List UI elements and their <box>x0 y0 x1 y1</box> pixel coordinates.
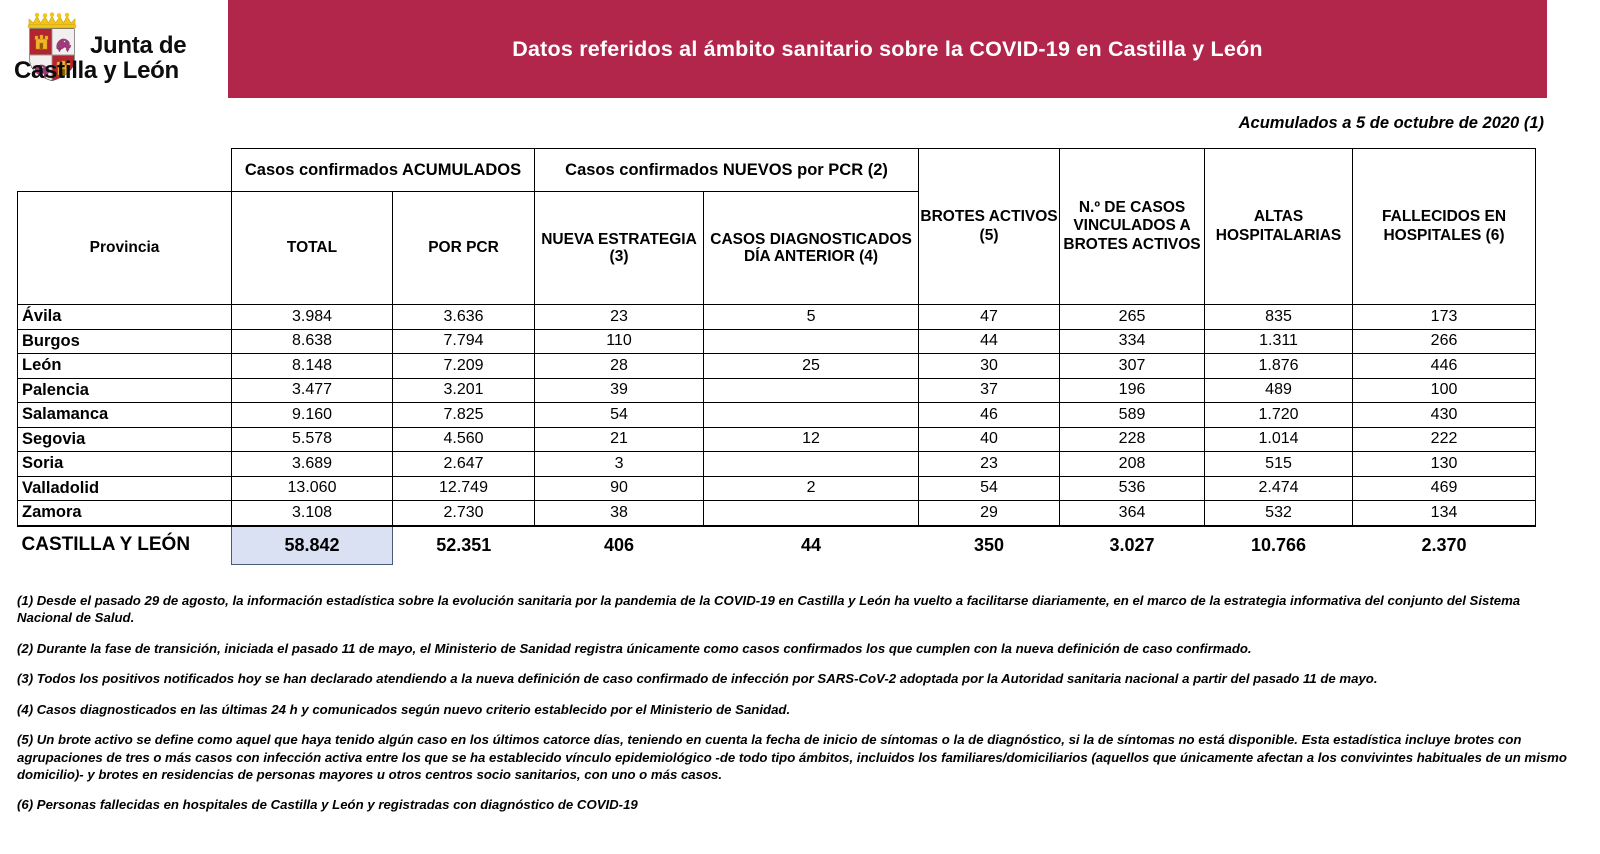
footnote: (4) Casos diagnosticados en las últimas 24 h y comunicados según nuevo criterio establecido por el Ministerio de Sanidad. <box>17 701 791 717</box>
cell-casos-dia-anterior: 2 <box>704 476 919 501</box>
cell-altas: 515 <box>1205 452 1353 477</box>
cell-nueva-estrategia: 3 <box>535 452 704 477</box>
cell-por-pcr: 2.647 <box>393 452 535 477</box>
cell-fallecidos: 430 <box>1353 403 1536 428</box>
cell-nueva-estrategia: 23 <box>535 305 704 330</box>
column-header-por-pcr: POR PCR <box>393 192 535 305</box>
column-header-fallecidos: FALLECIDOS EN HOSPITALES (6) <box>1353 149 1536 305</box>
cell-brotes-activos: 29 <box>919 501 1060 526</box>
cell-brotes-activos: 44 <box>919 329 1060 354</box>
cell-fallecidos: 134 <box>1353 501 1536 526</box>
footnotes <box>17 592 1577 814</box>
cell-casos-dia-anterior: 12 <box>704 427 919 452</box>
column-header-casos-vinculados: N.º DE CASOS VINCULADOS A BROTES ACTIVOS <box>1060 149 1205 305</box>
cell-casos-vinculados: 364 <box>1060 501 1205 526</box>
header-spacer <box>18 149 232 192</box>
table-group-header-row <box>18 149 1536 192</box>
cell-nueva-estrategia: 54 <box>535 403 704 428</box>
cell-casos-vinculados: 589 <box>1060 403 1205 428</box>
cell-fallecidos: 469 <box>1353 476 1536 501</box>
table-row <box>18 476 1536 501</box>
cell-altas: 489 <box>1205 378 1353 403</box>
cell-provincia: Salamanca <box>18 403 232 428</box>
cell-provincia: Valladolid <box>18 476 232 501</box>
cell-altas: 1.311 <box>1205 329 1353 354</box>
cell-casos-dia-anterior <box>704 329 919 354</box>
cell-brotes-activos: 30 <box>919 354 1060 379</box>
cell-altas: 532 <box>1205 501 1353 526</box>
column-header-nueva-estrategia: NUEVA ESTRATEGIA (3) <box>535 192 704 305</box>
logo-line-1: Junta de <box>90 32 187 59</box>
cell-nueva-estrategia: 28 <box>535 354 704 379</box>
total-fallecidos: 2.370 <box>1353 526 1536 565</box>
column-header-brotes-activos: BROTES ACTIVOS (5) <box>919 149 1060 305</box>
cell-por-pcr: 2.730 <box>393 501 535 526</box>
cell-casos-vinculados: 265 <box>1060 305 1205 330</box>
cell-brotes-activos: 37 <box>919 378 1060 403</box>
cell-fallecidos: 173 <box>1353 305 1536 330</box>
footnote: (5) Un brote activo se define como aquel que haya tenido algún caso en los últimos catorce días, teniendo en cuenta la fecha de inicio de síntomas o la de diagnóstico, si la de síntomas no está disponible. Esta estadística incluye brotes con agrupaciones de tres o más casos con infección activa entre los que se ha establecido vínculo epidemiológico -de todo tipo ámbitos, incluidos los familiares/domiciliarios (aquellos que únicamente afectan a los convivintes habituales de un mismo domicilio)- y brotes en residencias de personas mayores u otros centros socio sanitarios, con uno o más casos. <box>17 732 1567 782</box>
cell-brotes-activos: 40 <box>919 427 1060 452</box>
cell-fallecidos: 222 <box>1353 427 1536 452</box>
footnote: (1) Desde el pasado 29 de agosto, la información estadística sobre la evolución sanitaria por la pandemia de la COVID-19 en Castilla y León ha vuelto a facilitarse diariamente, en el marco de la estrategia informativa del conjunto del Sistema Nacional de Salud. <box>17 593 1521 626</box>
cell-casos-dia-anterior <box>704 403 919 428</box>
cell-provincia: Ávila <box>18 305 232 330</box>
cell-altas: 835 <box>1205 305 1353 330</box>
cell-brotes-activos: 46 <box>919 403 1060 428</box>
cell-provincia: Segovia <box>18 427 232 452</box>
footnote: (3) Todos los positivos notificados hoy se han declarado atendiendo a la nueva definición de caso confirmado de infección por SARS-CoV-2 adoptada por la Autoridad sanitaria nacional a partir del pasado 11 de mayo. <box>17 671 1378 687</box>
junta-logo <box>8 6 223 98</box>
cell-casos-dia-anterior <box>704 378 919 403</box>
cell-provincia: Zamora <box>18 501 232 526</box>
cell-total: 3.689 <box>232 452 393 477</box>
table-row <box>18 501 1536 526</box>
cell-total: 13.060 <box>232 476 393 501</box>
cell-nueva-estrategia: 21 <box>535 427 704 452</box>
cell-casos-vinculados: 228 <box>1060 427 1205 452</box>
total-total: 58.842 <box>232 526 393 565</box>
cell-provincia: León <box>18 354 232 379</box>
footnote: (2) Durante la fase de transición, iniciada el pasado 11 de mayo, el Ministerio de Sanidad registra únicamente como casos confirmados los que cumplen con la nueva definición de caso confirmado. <box>17 640 1252 656</box>
covid-table-container <box>17 148 1535 565</box>
cell-total: 3.477 <box>232 378 393 403</box>
cell-nueva-estrategia: 38 <box>535 501 704 526</box>
cell-total: 8.148 <box>232 354 393 379</box>
cell-nueva-estrategia: 110 <box>535 329 704 354</box>
cell-por-pcr: 12.749 <box>393 476 535 501</box>
cell-por-pcr: 3.201 <box>393 378 535 403</box>
cell-por-pcr: 7.794 <box>393 329 535 354</box>
cell-casos-dia-anterior <box>704 452 919 477</box>
cell-provincia: Palencia <box>18 378 232 403</box>
cell-casos-vinculados: 536 <box>1060 476 1205 501</box>
logo-line-2: Castilla y León <box>14 56 179 84</box>
table-row <box>18 354 1536 379</box>
column-header-casos-dia-anterior: CASOS DIAGNOSTICADOS DÍA ANTERIOR (4) <box>704 192 919 305</box>
cell-por-pcr: 7.825 <box>393 403 535 428</box>
cell-casos-dia-anterior: 25 <box>704 354 919 379</box>
cell-casos-vinculados: 334 <box>1060 329 1205 354</box>
group-header-acumulados: Casos confirmados ACUMULADOS <box>232 149 535 192</box>
cell-casos-dia-anterior: 5 <box>704 305 919 330</box>
cell-por-pcr: 4.560 <box>393 427 535 452</box>
cell-altas: 1.014 <box>1205 427 1353 452</box>
cell-altas: 1.876 <box>1205 354 1353 379</box>
table-row <box>18 427 1536 452</box>
column-header-provincia: Provincia <box>18 192 232 305</box>
cell-nueva-estrategia: 39 <box>535 378 704 403</box>
total-brotes-activos: 350 <box>919 526 1060 565</box>
cell-casos-dia-anterior <box>704 501 919 526</box>
table-total-row <box>18 526 1536 565</box>
cell-provincia: Soria <box>18 452 232 477</box>
cell-provincia: Burgos <box>18 329 232 354</box>
cell-altas: 1.720 <box>1205 403 1353 428</box>
total-label: CASTILLA Y LEÓN <box>18 526 232 565</box>
table-body <box>18 305 1536 526</box>
table-row <box>18 329 1536 354</box>
total-altas: 10.766 <box>1205 526 1353 565</box>
cell-altas: 2.474 <box>1205 476 1353 501</box>
cell-casos-vinculados: 307 <box>1060 354 1205 379</box>
column-header-total: TOTAL <box>232 192 393 305</box>
cell-total: 8.638 <box>232 329 393 354</box>
cell-total: 5.578 <box>232 427 393 452</box>
table-row <box>18 305 1536 330</box>
table-row <box>18 378 1536 403</box>
table-row <box>18 403 1536 428</box>
cell-total: 9.160 <box>232 403 393 428</box>
cell-brotes-activos: 54 <box>919 476 1060 501</box>
banner-title: Datos referidos al ámbito sanitario sobre la COVID-19 en Castilla y León <box>512 36 1263 61</box>
cell-brotes-activos: 47 <box>919 305 1060 330</box>
total-casos-vinculados: 3.027 <box>1060 526 1205 565</box>
covid-data-table <box>17 148 1536 565</box>
title-banner <box>228 0 1547 98</box>
cell-total: 3.984 <box>232 305 393 330</box>
cell-fallecidos: 100 <box>1353 378 1536 403</box>
footnote: (6) Personas fallecidas en hospitales de Castilla y León y registradas con diagnóstico de COVID-19 <box>17 797 638 813</box>
group-header-nuevos: Casos confirmados NUEVOS por PCR (2) <box>535 149 919 192</box>
cell-casos-vinculados: 208 <box>1060 452 1205 477</box>
cell-fallecidos: 446 <box>1353 354 1536 379</box>
junta-logo-text <box>8 34 223 84</box>
cell-total: 3.108 <box>232 501 393 526</box>
cell-fallecidos: 266 <box>1353 329 1536 354</box>
cell-brotes-activos: 23 <box>919 452 1060 477</box>
page-header <box>0 0 1600 100</box>
cell-nueva-estrategia: 90 <box>535 476 704 501</box>
total-casos-dia-anterior: 44 <box>704 526 919 565</box>
cell-por-pcr: 7.209 <box>393 354 535 379</box>
table-foot <box>18 526 1536 565</box>
cell-por-pcr: 3.636 <box>393 305 535 330</box>
column-header-altas: ALTAS HOSPITALARIAS <box>1205 149 1353 305</box>
table-row <box>18 452 1536 477</box>
cell-casos-vinculados: 196 <box>1060 378 1205 403</box>
date-line: Acumulados a 5 de octubre de 2020 (1) <box>1238 114 1544 132</box>
total-por-pcr: 52.351 <box>393 526 535 565</box>
total-nueva-estrategia: 406 <box>535 526 704 565</box>
cell-fallecidos: 130 <box>1353 452 1536 477</box>
